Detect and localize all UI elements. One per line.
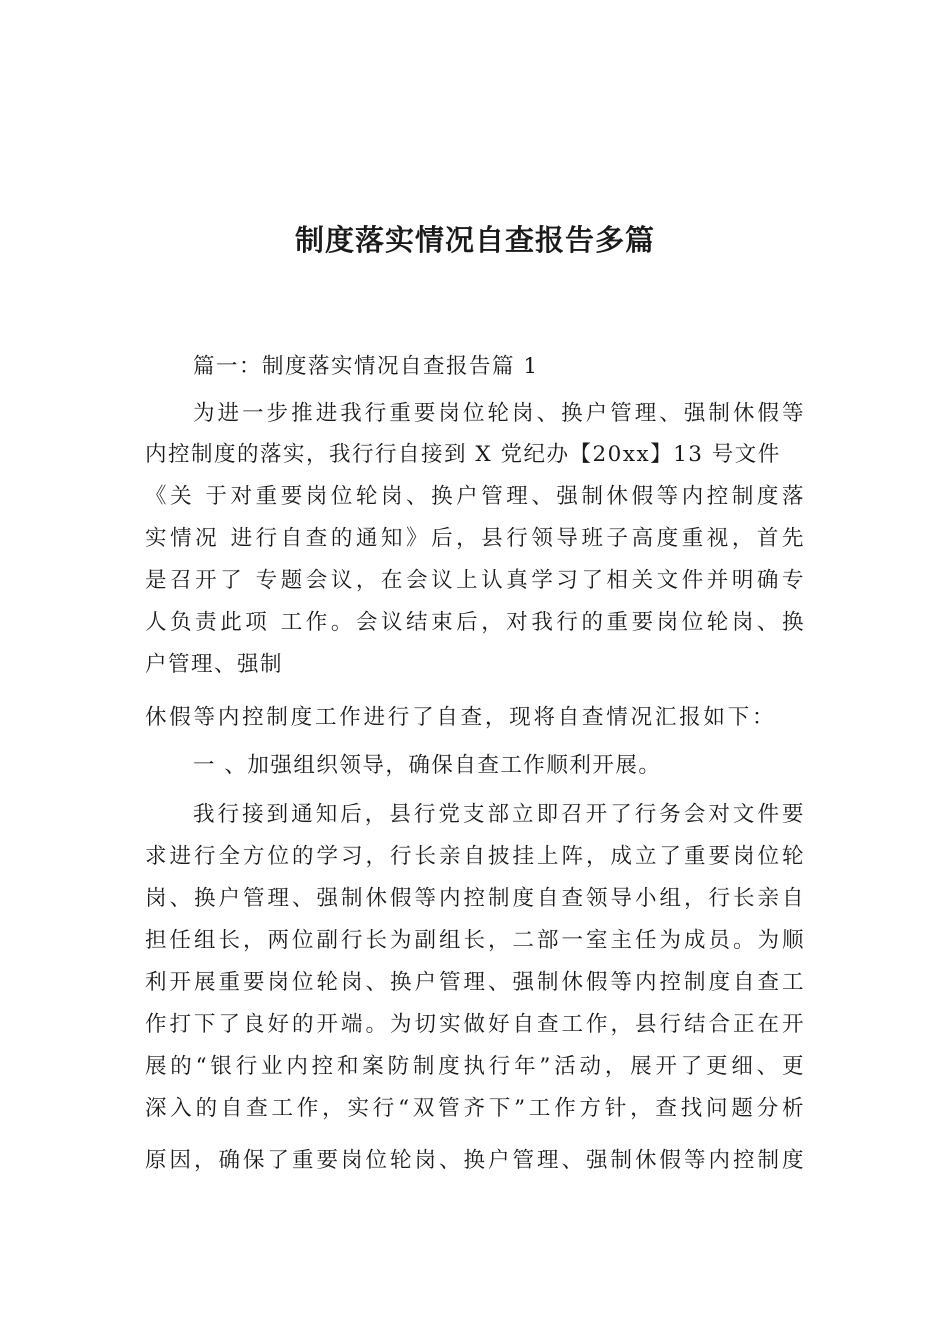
- paragraph-line: 为进一步推进我行重要岗位轮岗、换户管理、强制休假等: [193, 401, 805, 426]
- paragraph-line: 担任组长，两位副行长为副组长，二部一室主任为成员。为顺: [145, 928, 805, 953]
- paragraph-line: 岗、换户管理、强制休假等内控制度自查领导小组，行长亲自: [145, 886, 805, 911]
- subsection-heading: 一 、加强组织领导，确保自查工作顺利开展。: [193, 753, 662, 778]
- paragraph-line: 原因，确保了重要岗位轮岗、换户管理、强制休假等内控制度: [145, 1148, 805, 1173]
- paragraph-line: 求进行全方位的学习，行长亲自披挂上阵，成立了重要岗位轮: [145, 844, 805, 869]
- paragraph-line: 《关 于对重要岗位轮岗、换户管理、强制休假等内控制度落: [145, 484, 805, 509]
- paragraph-line: 人负责此项 工作。会议结束后，对我行的重要岗位轮岗、换: [145, 610, 805, 635]
- document-title: 制度落实情况自查报告多篇: [294, 223, 655, 257]
- paragraph-line: 是召开了 专题会议，在会议上认真学习了相关文件并明确专: [145, 568, 805, 593]
- paragraph-line: 户管理、强制: [145, 652, 284, 677]
- section-heading: 篇一：制度落实情况自查报告篇 1: [193, 354, 539, 379]
- paragraph-line: 展的“银行业内控和案防制度执行年”活动，展开了更细、更: [145, 1054, 805, 1079]
- paragraph-line: 作打下了良好的开端。为切实做好自查工作，县行结合正在开: [145, 1012, 805, 1037]
- paragraph-line: 我行接到通知后，县行党支部立即召开了行务会对文件要: [193, 802, 805, 827]
- paragraph-line: 深入的自查工作，实行“双管齐下”工作方针，查找问题分析: [145, 1096, 805, 1121]
- paragraph-line: 休假等内控制度工作进行了自查，现将自查情况汇报如下：: [145, 705, 775, 730]
- paragraph-line: 内控制度的落实，我行行自接到 X 党纪办【20xx】13 号文件: [145, 442, 781, 467]
- paragraph-line: 利开展重要岗位轮岗、换户管理、强制休假等内控制度自查工: [145, 970, 805, 995]
- paragraph-line: 实情况 进行自查的通知》后，县行领导班子高度重视，首先: [145, 526, 805, 551]
